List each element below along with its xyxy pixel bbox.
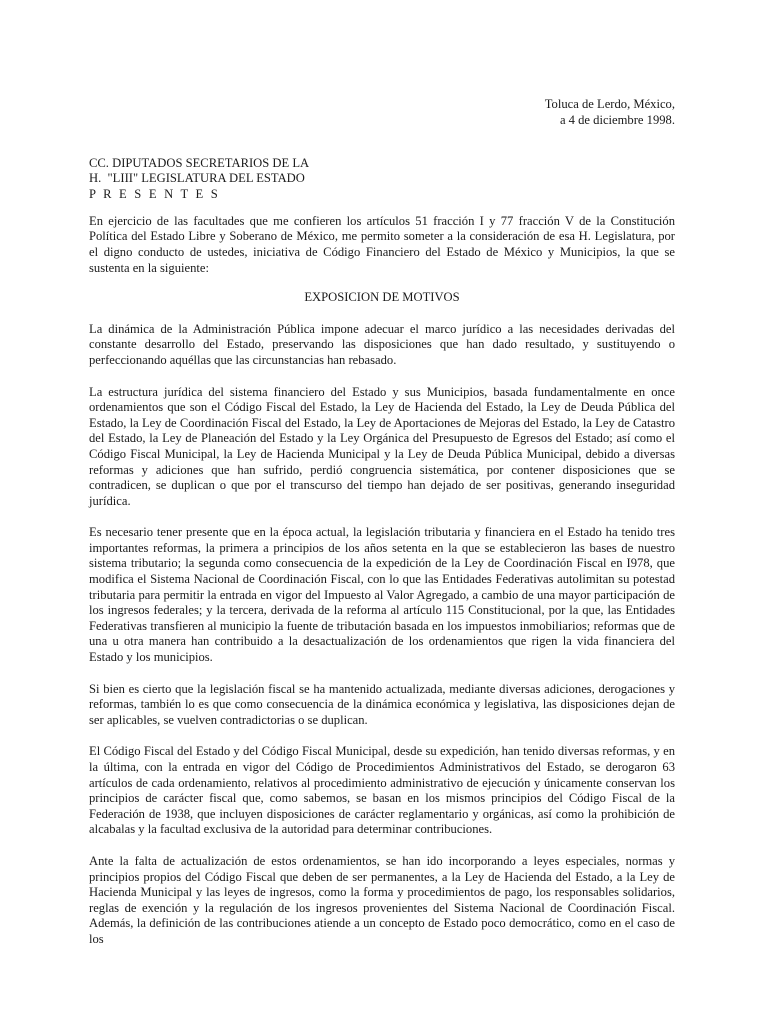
dateline-place: Toluca de Lerdo, México, xyxy=(544,97,675,111)
body-paragraph-5: El Código Fiscal del Estado y del Código Fiscal Municipal, desde su expedición, han tenido diversas reformas, y en la última, con la entrada en vigor del Código de Procedimientos Administrativos del Estado, se derogaron 63 artículos de cada ordenamiento, relativos al procedimiento administrativo de ejecución y únicamente conservan los principios de carácter fiscal que, como sabemos, se basan en los mismos principios del Código Fiscal de la Federación de 1938, que incluyen disposiciones de carácter reglamentario y orgánicas, así como la prohibición de alcabalas y la facultad exclusiva de la autoridad para determinar contribuciones. xyxy=(89,744,675,837)
body-paragraph-4: Si bien es cierto que la legislación fiscal se ha mantenido actualizada, mediante diversas adiciones, derogaciones y reformas, también lo es que como consecuencia de la dinámica económica y legislativa, las disposiciones dejan de ser aplicables, se vuelven contradictorias o se duplican. xyxy=(89,681,675,727)
dateline xyxy=(89,97,675,128)
dateline-date: a 4 de diciembre 1998. xyxy=(559,112,675,127)
addressee-line-3: P R E S E N T E S xyxy=(89,186,220,201)
document-body xyxy=(89,97,675,964)
intro-paragraph: En ejercicio de las facultades que me confieren los artículos 51 fracción I y 77 fracción V de la Constitución Política del Estado Libre y Soberano de México, me permito someter a la consideración de esa H. Legislatura, por el digno conducto de ustedes, iniciativa de Código Financiero del Estado de México y Municipios, la que se sustenta en la siguiente: xyxy=(89,213,675,275)
body-paragraph-6: Ante la falta de actualización de estos ordenamientos, se han ido incorporando a leyes especiales, normas y principios propios del Código Fiscal que deben de ser permanentes, a la Ley de Hacienda del Estado, a la Ley de Hacienda Municipal y las leyes de ingresos, como la forma y procedimientos de pago, los responsables solidarios, reglas de exención y la regulación de los ingresos provenientes del Sistema Nacional de Coordinación Fiscal. Además, la definición de las contribuciones atiende a un concepto de Estado poco democrático, como en el caso de los xyxy=(89,853,675,946)
body-paragraph-2: La estructura jurídica del sistema financiero del Estado y sus Municipios, basada fundamentalmente en once ordenamientos que son el Código Fiscal del Estado, la Ley de Hacienda del Estado, la Ley de Deuda Pública del Estado, la Ley de Coordinación Fiscal del Estado, la Ley de Aportaciones de Mejoras del Estado, la Ley de Catastro del Estado, la Ley de Planeación del Estado y la Ley Orgánica del Presupuesto de Egresos del Estado; así como el Código Fiscal Municipal, la Ley de Hacienda Municipal y la Ley de Deuda Pública Municipal, debido a diversas reformas y adiciones que han sufrido, perdió congruencia sistemática, por contener disposiciones que se contradicen, se duplican o que por el transcurso del tiempo han dejado de ser positivas, generando inseguridad jurídica. xyxy=(89,384,675,508)
body-paragraph-1: La dinámica de la Administración Pública impone adecuar el marco jurídico a las necesidades derivadas del constante desarrollo del Estado, preservando las disposiciones que han dado resultado, y sustituyendo o perfeccionando aquéllas que las circunstancias han rebasado. xyxy=(89,321,675,367)
addressee-line-2: H. "LIII" LEGISLATURA DEL ESTADO xyxy=(89,171,305,186)
addressee-block xyxy=(89,156,675,202)
body-paragraph-3: Es necesario tener presente que en la época actual, la legislación tributaria y financiera en el Estado ha tenido tres importantes reformas, la primera a principios de los años setenta en la que se establecieron las bases de nuestro sistema tributario; la segunda como consecuencia de la expedición de la Ley de Coordinación Fiscal en I978, que modifica el Sistema Nacional de Coordinación Fiscal, con lo que las Entidades Federativas autolimitan su potestad tributaria para permitir la entrada en vigor del Impuesto al Valor Agregado, a cambio de una mayor participación de los ingresos federales; y la tercera, derivada de la reforma al artículo 115 Constitucional, por la que, las Entidades Federativas transfieren al municipio la fuente de tributación basada en los impuestos inmobiliarios; reformas que de una u otra manera han contribuido a la desactualización de los ordenamientos que rigen la vida financiera del Estado y los municipios. xyxy=(89,525,675,665)
addressee-line-1: CC. DIPUTADOS SECRETARIOS DE LA xyxy=(89,156,310,171)
section-heading: EXPOSICION DE MOTIVOS xyxy=(304,290,460,305)
